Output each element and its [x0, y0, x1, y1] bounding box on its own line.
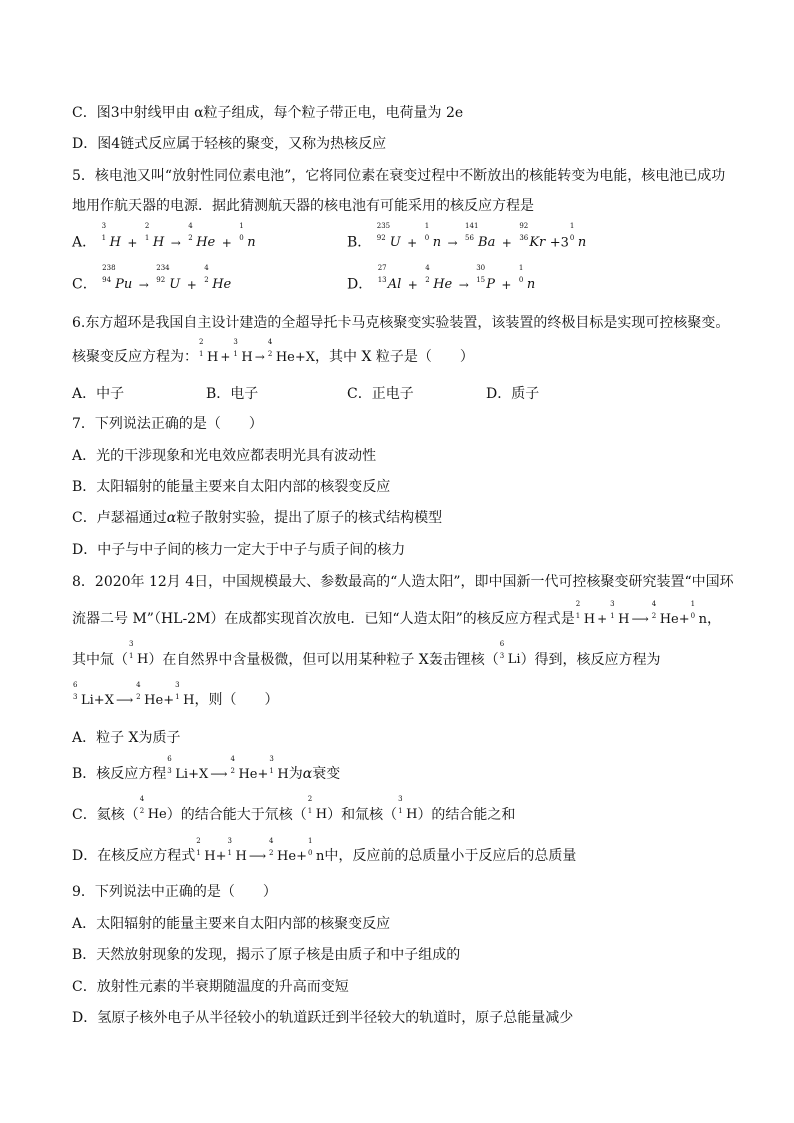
text-symbols-he-paren: He [147, 807, 167, 822]
text-symbols-he: He [212, 277, 232, 292]
text-nums-he4-sup: 4 [425, 264, 430, 272]
nuclide-he4 [188, 222, 216, 253]
text-nums-al27-sup: 27 [377, 264, 387, 272]
plus: + [186, 277, 197, 292]
text-nums-he4-sup: 4 [204, 264, 209, 272]
text-lines-q8c-mid: ）在自然界中含量极微，但可以用某种粒子 X轰击锂核（ [148, 652, 499, 668]
text-nums-h3-sub: 1 [269, 766, 274, 775]
text-nums-h3-sup: 3 [398, 795, 403, 803]
text-symbols-u: U [389, 235, 401, 250]
text-symbols-h: H [235, 848, 247, 864]
text-lines-q8-b-post: 为 [288, 766, 303, 782]
text-nums-he4-sup: 4 [267, 337, 273, 346]
text-nums-p30-sub: 15 [476, 276, 486, 284]
text-nums-he4-sub: 2 [188, 234, 193, 242]
text-symbols-n: n [247, 235, 256, 250]
text-symbols-he: He [275, 349, 295, 365]
text-symbols-he: He [659, 611, 679, 627]
arrow: → [458, 277, 469, 292]
q6-option-b: B．电子 [206, 386, 259, 402]
inline-span [610, 599, 630, 630]
nuclide-n1 [239, 222, 256, 253]
q7-option-a: A．光的干涉现象和光电效应都表明光具有波动性 [72, 448, 377, 464]
text-symbols-long-arrow: ⟶ [210, 767, 228, 781]
text-symbols-h: H [152, 235, 165, 250]
text-symbols-alpha: α [302, 766, 313, 782]
text-symbols-n: n [698, 611, 707, 627]
nuclide-h3 [101, 222, 121, 253]
text-lines-q8-c-post: ）的结合能之和 [417, 807, 516, 823]
arrow: → [447, 235, 458, 250]
inline-span [690, 599, 707, 630]
text-nums-n1-sub: 0 [239, 234, 244, 242]
text-symbols-alpha: α [166, 510, 177, 526]
text-nums-n1-sub: 0 [690, 611, 696, 620]
nuclide-he4 [425, 264, 453, 295]
text-nums-al27-sub: 13 [377, 276, 387, 284]
text-nums-pu238-sup: 238 [102, 264, 116, 272]
inline-span [267, 337, 295, 368]
text-nums-li6-sup: 6 [499, 640, 505, 648]
q8-option-a: A．粒子 X为质子 [72, 730, 181, 746]
text-nums-h3-sub: 1 [610, 611, 615, 620]
inline-span [175, 680, 195, 711]
inline-span [307, 795, 328, 825]
text-nums-kr92-sup: 92 [519, 222, 529, 230]
text-lines-q8-b-end: 衰变 [312, 766, 341, 782]
text-nums-he4-sup: 4 [188, 222, 193, 230]
text-symbols-he: He [196, 235, 216, 250]
text-lines-q8d-post: ，则（ ） [194, 692, 279, 708]
text-nums-he4-sub: 2 [425, 276, 430, 284]
text-nums-n1-sup: 1 [690, 599, 696, 608]
text-symbols-h: H [204, 848, 216, 864]
q6-equation [198, 337, 316, 365]
q5-option-b [347, 222, 587, 254]
plus: + [407, 277, 418, 292]
text-nums-li6-sub: 3 [499, 652, 505, 660]
text-symbols-x: X [199, 767, 209, 782]
inline-span [196, 836, 216, 867]
text-nums-he4-sub: 2 [136, 692, 141, 701]
text-nums-li6-sub: 3 [167, 766, 172, 775]
q5-option-c [72, 264, 232, 295]
text-lines-q6b-post: ，其中 X 粒子是（ ） [315, 349, 474, 365]
nuclide-al27 [377, 264, 402, 295]
text-lines-q7c-rest: 粒子散射实验，提出了原子的核式结构模型 [176, 510, 443, 526]
q6-option-d: D．质子 [486, 386, 540, 402]
text-nums-he4-sub: 2 [269, 848, 274, 857]
q7-option-c [72, 508, 442, 528]
text-nums-kr92-sub: 36 [519, 234, 529, 242]
text-nums-pu238-sub: 94 [102, 276, 112, 284]
text-nums-h3-sup: 3 [227, 836, 232, 845]
text-symbols-li: Li [81, 692, 94, 708]
text-symbols-h: H [583, 611, 596, 627]
text-nums-he4-sup: 4 [136, 680, 141, 689]
text-symbols-plus: + [93, 693, 105, 708]
text-nums-h2-sub: 1 [199, 349, 204, 358]
nuclide-n1 [424, 222, 442, 253]
q9-option-d: D．氢原子核外电子从半径较小的轨道跃迁到半径较大的轨道时，原子总能量减少 [72, 1010, 574, 1026]
text-symbols-n: n [432, 235, 442, 250]
text-nums-h3-sup: 3 [269, 754, 274, 763]
text-nums-h3-sup: 3 [101, 222, 107, 230]
text-nums-h3-sub: 1 [101, 234, 107, 242]
text-lines-q8-c-pre: C．氦核（ [72, 807, 139, 823]
inline-span [499, 640, 521, 670]
text-nums-n1-sub: 0 [518, 276, 524, 284]
q9-option-c: C．放射性元素的半衰期随温度的升高而变短 [72, 979, 349, 995]
text-symbols-ba: Ba [478, 235, 496, 250]
text-nums-u235-sub: 92 [376, 234, 386, 242]
inline-span [269, 754, 289, 785]
inline-span [166, 754, 289, 782]
q7-option-b: B．太阳辐射的能量主要来自太阳内部的核裂变反应 [72, 479, 391, 495]
text-symbols-long-arrow: ⟶ [631, 612, 649, 626]
q9-stem: 9．下列说法中正确的是（ ） [72, 884, 277, 900]
text-lines-q8-c-mid2: ）和氚核（ [327, 807, 398, 823]
q6-stem-line2 [72, 337, 474, 368]
inline-span [398, 795, 418, 825]
text-nums-u234-sup: 234 [156, 264, 170, 272]
text-nums-u235-sup: 235 [376, 222, 391, 230]
text-symbols-he: He [277, 848, 297, 864]
option-label: B． [347, 234, 372, 251]
inline-span [227, 836, 247, 867]
text-symbols-plus: + [294, 350, 306, 365]
nuclide-h2 [144, 222, 165, 253]
text-symbols-p: P [486, 277, 495, 292]
q8-stem-line4 [72, 680, 279, 711]
text-nums-he4-sub: 2 [230, 766, 235, 775]
q8-option-d [72, 836, 577, 867]
inline-span [167, 754, 189, 785]
text-lines-q8-d-pre: D．在核反应方程式 [72, 848, 196, 864]
text-lines-q8-c-mid1: ）的结合能大于氘核（ [166, 807, 307, 823]
inline-span [136, 680, 164, 711]
text-nums-n1-sup: 1 [518, 264, 524, 272]
nuclide-he4 [204, 264, 232, 295]
text-lines-q6b-pre: 核聚变反应方程为： [72, 349, 198, 365]
inline-span [199, 337, 219, 368]
plus: + [127, 235, 138, 250]
arrow: → [170, 235, 181, 250]
inline-span [575, 599, 596, 630]
inline-span [195, 836, 325, 864]
text-symbols-plus: + [597, 612, 608, 626]
text-nums-h2-sub: 1 [144, 234, 150, 242]
text-nums-n1-sub: 0 [307, 848, 313, 857]
inline-span [139, 795, 167, 825]
text-nums-li6-sub: 3 [73, 692, 78, 701]
option-label: A． [72, 234, 97, 251]
text-nums-he4-sup: 4 [139, 795, 145, 803]
text-symbols-x: X [305, 350, 316, 365]
text-nums-n1-sup: 1 [239, 222, 244, 230]
text-nums-he4-sub: 2 [267, 349, 273, 358]
nuclide-kr92 [519, 222, 546, 253]
text-q5-options-b-tail2: n [577, 235, 587, 250]
inline-span [129, 640, 149, 670]
q5-stem-line1: 5．核电池又叫“放射性同位素电池”，它将同位素在衰变过程中不断放出的核能转变为电能，核电池已成功 [72, 168, 726, 184]
text-nums-he4-sup: 4 [651, 599, 657, 608]
text-symbols-n: n [526, 277, 536, 292]
text-symbols-li: Li [175, 766, 189, 782]
text-nums-p30-sup: 30 [476, 264, 486, 272]
text-symbols-h: H [406, 807, 418, 822]
nuclide-pu238 [102, 264, 133, 295]
inline-span [307, 836, 325, 867]
text-nums-h3-sup: 3 [610, 599, 615, 608]
text-symbols-h: H [241, 349, 253, 365]
plus: + [501, 235, 512, 250]
inline-span [233, 337, 253, 368]
inline-span [575, 599, 707, 627]
text-symbols-h: H [277, 766, 289, 782]
text-symbols-he: He [144, 692, 164, 708]
inline-span [651, 599, 679, 630]
text-symbols-kr: Kr [529, 235, 546, 250]
text-lines-q8c-post: ）得到，核反应方程为 [520, 652, 661, 668]
text-nums-h3-sub: 1 [233, 349, 238, 358]
nuclide-n1 [518, 264, 536, 295]
q8-option-c [72, 795, 516, 825]
q8-stem-line3 [72, 640, 661, 670]
arrow: → [138, 277, 149, 292]
text-nums-n1-sup: 1 [569, 222, 575, 230]
text-symbols-long-arrow: ⟶ [248, 849, 267, 863]
text-symbols-plus: + [188, 767, 199, 782]
inline-span [72, 680, 195, 708]
text-lines-q8-b-pre: B．核反应方程 [72, 766, 167, 782]
text-symbols-plus: + [163, 693, 175, 708]
text-symbols-plus: + [678, 612, 690, 627]
text-symbols-pu: Pu [115, 277, 133, 292]
nuclide-n1 [569, 222, 587, 253]
text-nums-h3-sup: 3 [233, 337, 238, 346]
text-symbols-long-arrow: ⟶ [115, 693, 134, 707]
text-nums-li6-sup: 6 [73, 680, 78, 689]
text-nums-h3-sub: 1 [398, 807, 403, 815]
inline-span [73, 680, 94, 711]
text-nums-h3-sub: 1 [129, 652, 134, 660]
q6-option-c: C．正电子 [347, 386, 414, 402]
text-symbols-n: n [315, 848, 325, 864]
text-symbols-he: He [433, 277, 453, 292]
q7-option-d: D．中子与中子间的核力一定大于中子与质子间的核力 [72, 542, 406, 558]
text-symbols-h: H [183, 692, 195, 708]
text-symbols-x: X [104, 693, 114, 708]
text-nums-ba141-sub: 56 [465, 234, 474, 242]
text-symbols-comma: ， [707, 611, 721, 627]
text-symbols-h: H [618, 611, 630, 627]
text-lines-q7-opts-2: C．卢瑟福通过 [72, 510, 167, 526]
text-symbols-h: H [109, 235, 121, 250]
q6-stem-line1: 6.东方超环是我国自主设计建造的全超导托卡马克核聚变实验装置，该装置的终极目标是实现可控核聚变。 [72, 315, 730, 331]
text-symbols-h: H [137, 652, 149, 667]
text-nums-h2-sup: 2 [307, 795, 313, 803]
text-symbols-h: H [315, 807, 328, 822]
plus: + [501, 277, 512, 292]
text-lines-q8-d-post: 中，反应前的总质量小于反应后的总质量 [324, 848, 577, 864]
text-symbols-al: Al [387, 277, 402, 292]
text-nums-li6-sup: 6 [167, 754, 172, 763]
q8-stem-line1: 8．2020年 12月 4日，中国规模最大、参数最高的“人造太阳”，即中国新一代可控核聚变研究装置“中国环 [72, 574, 734, 590]
inline-span [230, 754, 258, 785]
text-symbols-he: He [238, 766, 258, 782]
text-nums-ba141-sup: 141 [465, 222, 479, 230]
option-label: D． [347, 276, 373, 293]
q7-stem: 7．下列说法正确的是（ ） [72, 416, 263, 432]
text-nums-h3-sup: 3 [175, 680, 180, 689]
text-nums-h2-sub: 1 [575, 611, 581, 620]
text-symbols-li: Li [507, 652, 521, 667]
text-nums-he4-sup: 4 [230, 754, 235, 763]
inline-span [269, 836, 297, 867]
q6-option-a: A．中子 [72, 386, 125, 402]
q8-stem-line2 [72, 599, 721, 630]
text-nums-n1-sup: 1 [424, 222, 430, 230]
text-nums-h3-sup: 3 [129, 640, 134, 648]
coefficient: +3 [549, 235, 569, 251]
q8-option-b [72, 754, 341, 785]
text-nums-u234-sub: 92 [156, 276, 166, 284]
text-symbols-arrow: → [254, 350, 265, 364]
plus: + [407, 235, 418, 250]
text-nums-h3-sub: 1 [175, 692, 180, 701]
q5-option-d [347, 264, 536, 295]
text-nums-h2-sub: 1 [196, 848, 201, 857]
q5-option-a [72, 222, 256, 253]
text-nums-h2-sub: 1 [307, 807, 313, 815]
text-nums-n1-sub: 0 [569, 234, 575, 242]
q4-option-d: D．图4链式反应属于轻核的聚变，又称为热核反应 [72, 136, 387, 152]
text-symbols-plus: + [257, 767, 269, 782]
text-nums-he4-sub: 2 [204, 276, 209, 284]
text-lines-q8b-pre: 流器二号 M”（HL-2M）在成都实现首次放电．已知“人造太阳”的核反应方程式是 [72, 611, 575, 627]
option-label: C． [72, 276, 97, 293]
q9-option-a: A．太阳辐射的能量主要来自太阳内部的核聚变反应 [72, 916, 391, 932]
text-nums-h2-sup: 2 [196, 836, 201, 845]
nuclide-p30 [476, 264, 495, 295]
plus: + [221, 235, 232, 250]
q4-option-c: C．图3中射线甲由 α粒子组成，每个粒子带正电，电荷量为 2e [72, 105, 464, 121]
text-nums-h3-sub: 1 [227, 848, 232, 857]
text-symbols-plus: + [215, 849, 227, 864]
text-nums-n1-sub: 0 [424, 234, 430, 242]
text-nums-he4-sub: 2 [139, 807, 145, 815]
q5-stem-line2: 地用作航天器的电源．据此猜测航天器的核电池有可能采用的核反应方程是 [72, 198, 534, 214]
text-nums-he4-sup: 4 [269, 836, 274, 845]
text-nums-he4-sub: 2 [651, 611, 657, 620]
text-symbols-plus: + [220, 350, 231, 364]
text-lines-q8c-pre: 其中氚（ [72, 652, 128, 668]
nuclide-ba141 [465, 222, 496, 253]
text-nums-h2-sup: 2 [199, 337, 204, 346]
text-nums-h2-sup: 2 [575, 599, 581, 608]
text-nums-h2-sup: 2 [144, 222, 150, 230]
text-symbols-h: H [207, 349, 219, 365]
nuclide-u234 [156, 264, 181, 295]
text-symbols-u: U [169, 277, 181, 292]
text-symbols-plus: + [296, 849, 307, 864]
nuclide-u235 [376, 222, 401, 253]
text-nums-n1-sup: 1 [307, 836, 313, 845]
q9-option-b: B．天然放射现象的发现，揭示了原子核是由质子和中子组成的 [72, 947, 461, 963]
